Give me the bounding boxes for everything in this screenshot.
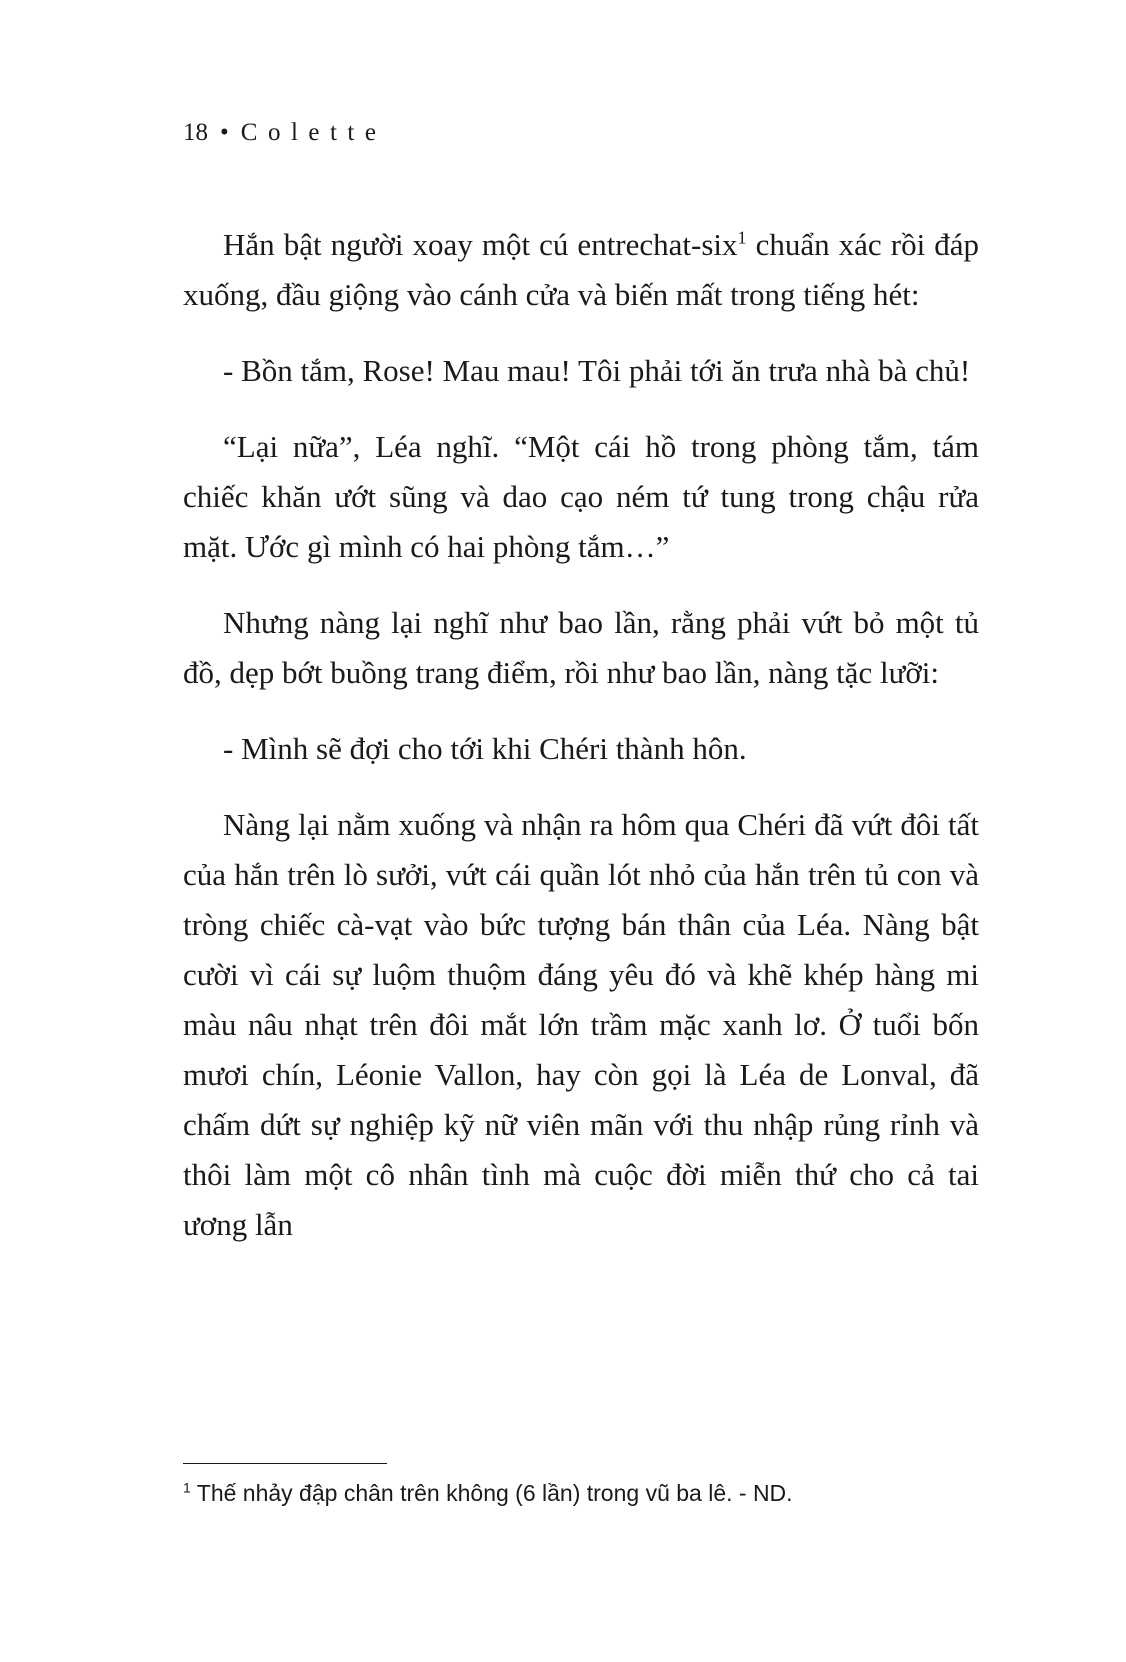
footnote-mark: 1 bbox=[183, 1479, 191, 1496]
paragraph-4: Nhưng nàng lại nghĩ như bao lần, rằng phải vứt bỏ một tủ đồ, dẹp bớt buồng trang điểm, rồi như bao lần, nàng tặc lưỡi: bbox=[183, 605, 979, 690]
running-head-author: Colette bbox=[240, 119, 387, 146]
header-separator: • bbox=[220, 119, 229, 146]
running-head bbox=[183, 118, 386, 148]
paragraph-1-text-before: Hắn bật người xoay một cú entrechat-six bbox=[223, 227, 738, 262]
paragraph-2-dialogue: - Bồn tắm, Rose! Mau mau! Tôi phải tới ăn trưa nhà bà chủ! bbox=[223, 353, 971, 388]
footnote-reference[interactable]: 1 bbox=[737, 227, 747, 248]
body-text bbox=[183, 220, 979, 1276]
paragraph-5-dialogue: - Mình sẽ đợi cho tới khi Chéri thành hôn. bbox=[223, 731, 747, 766]
paragraph-3: “Lại nữa”, Léa nghĩ. “Một cái hồ trong phòng tắm, tám chiếc khăn ướt sũng và dao cạo ném tứ tung trong chậu rửa mặt. Ước gì mình có hai phòng tắm…” bbox=[183, 429, 979, 564]
page-number: 18 bbox=[183, 119, 208, 146]
footnote-text: Thế nhảy đập chân trên không (6 lần) trong vũ ba lê. - ND. bbox=[190, 1480, 793, 1506]
paragraph-1 bbox=[183, 220, 979, 320]
footnote bbox=[183, 1478, 979, 1508]
footnote-divider bbox=[183, 1463, 387, 1464]
paragraph-1-text-after: chuẩn xác rồi đáp xuống, đầu giộng vào cánh cửa và biến mất trong tiếng hét: bbox=[183, 227, 980, 312]
paragraph-6: Nàng lại nằm xuống và nhận ra hôm qua Chéri đã vứt đôi tất của hắn trên lò sưởi, vứt cái quần lót nhỏ của hắn trên tủ con và tròng chiếc cà-vạt vào bức tượng bán thân của Léa. Nàng bật cười vì cái sự luộm thuộm đáng yêu đó và khẽ khép hàng mi màu nâu nhạt trên đôi mắt lớn trầm mặc xanh lơ. Ở tuổi bốn mươi chín, Léonie Vallon, hay còn gọi là Léa de Lonval, đã chấm dứt sự nghiệp kỹ nữ viên mãn với thu nhập rủng rỉnh và thôi làm một cô nhân tình mà cuộc đời miễn thứ cho cả tai ương lẫn bbox=[183, 807, 979, 1242]
